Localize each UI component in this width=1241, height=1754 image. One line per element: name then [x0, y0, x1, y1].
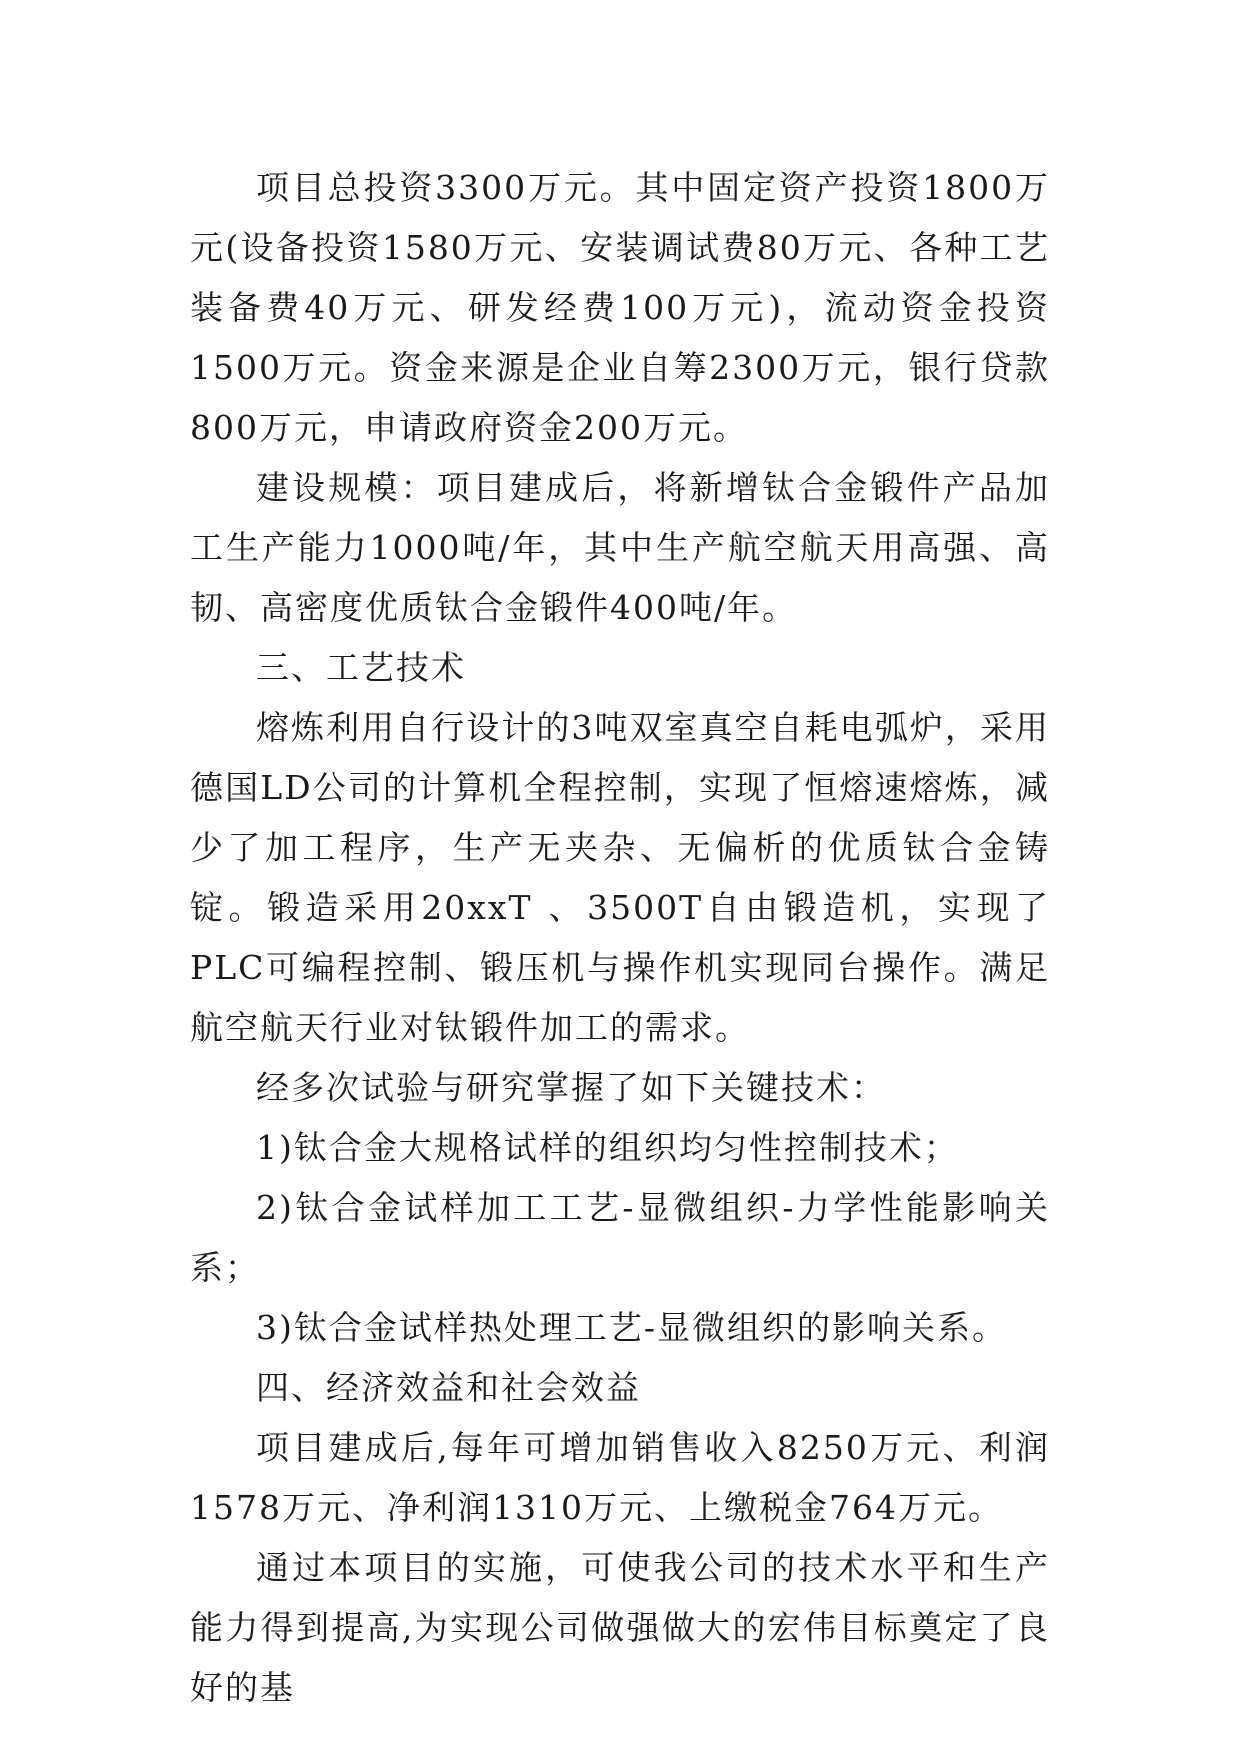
document-body [190, 158, 1050, 1718]
section-heading-benefits: 四、经济效益和社会效益 [256, 1368, 641, 1407]
paragraph-investment: 项目总投资3300万元。其中固定资产投资1800万元(设备投资1580万元、安装调试费80万元、各种工艺装备费40万元、研发经费100万元)，流动资金投资1500万元。资金来源是企业自筹2300万元，银行贷款800万元，申请政府资金200万元。 [190, 168, 1050, 447]
paragraph-construction-scale: 建设规模：项目建成后，将新增钛合金锻件产品加工生产能力1000吨/年，其中生产航空航天用高强、高韧、高密度优质钛合金锻件400吨/年。 [190, 468, 1050, 627]
section-heading-process-technology: 三、工艺技术 [256, 648, 466, 687]
paragraph-process-technology: 熔炼利用自行设计的3吨双室真空自耗电弧炉，采用德国LD公司的计算机全程控制，实现了恒熔速熔炼，减少了加工程序，生产无夹杂、无偏析的优质钛合金铸锭。锻造采用20xxT 、3500T自由锻造机，实现了PLC可编程控制、锻压机与操作机实现同台操作。满足航空航天行业对钛锻件加工的需求。 [190, 708, 1050, 1047]
list-item-key-technology-3: 3)钛合金试样热处理工艺-显微组织的影响关系。 [256, 1308, 1008, 1347]
list-item-key-technology-2: 2)钛合金试样加工工艺-显微组织-力学性能影响关系； [190, 1188, 1050, 1287]
paragraph-social-benefits: 通过本项目的实施，可使我公司的技术水平和生产能力得到提高,为实现公司做强做大的宏伟目标奠定了良好的基 [190, 1548, 1050, 1707]
list-item-key-technology-1: 1)钛合金大规格试样的组织均匀性控制技术； [256, 1128, 959, 1167]
paragraph-economic-benefits: 项目建成后,每年可增加销售收入8250万元、利润1578万元、净利润1310万元、上缴税金764万元。 [190, 1428, 1050, 1527]
paragraph-key-technologies-intro: 经多次试验与研究掌握了如下关键技术： [256, 1068, 886, 1107]
